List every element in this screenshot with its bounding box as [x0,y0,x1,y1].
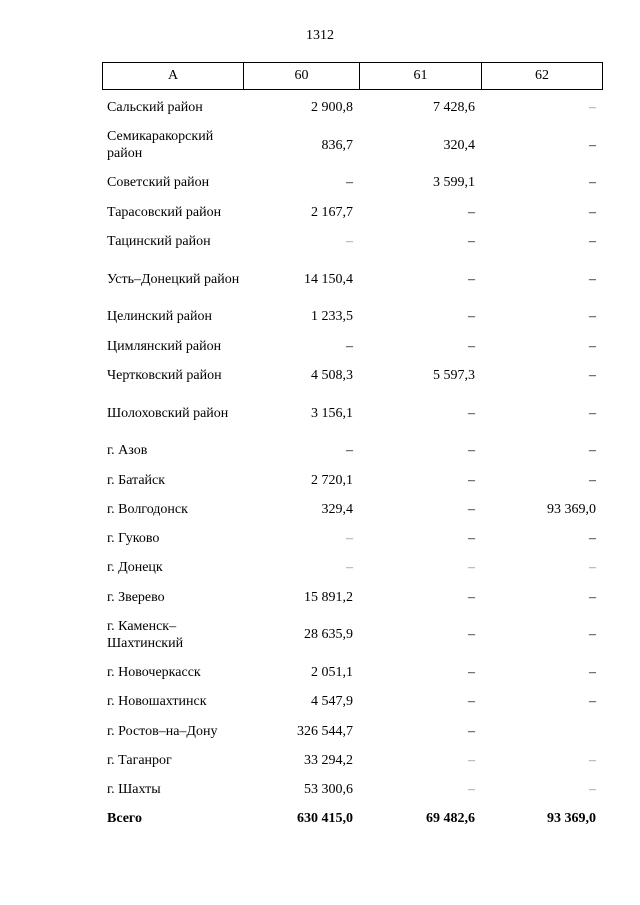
row-name: Тарасовский район [107,204,222,220]
row-value-60: 33 294,2 [304,752,353,768]
row-name: Сальский район [107,100,203,116]
data-table-body [102,93,602,834]
row-value-62: – [589,405,596,421]
row-value-60: 329,4 [321,501,353,517]
row-value-61: – [468,234,475,250]
row-value-62: – [589,531,596,547]
row-name: г. Ростов–на–Дону [107,723,218,739]
table-row [102,93,602,122]
row-value-60: 2 051,1 [311,665,353,680]
row-name: Шолоховский район [107,405,229,421]
table-row [102,168,602,197]
table-row [102,524,602,553]
row-value-60: – [346,234,353,250]
row-value-60: 53 300,6 [304,782,353,798]
row-value-61: – [468,782,475,798]
row-value-61: – [468,694,475,710]
row-value-62: – [589,627,596,643]
row-name: г. Батайск [107,472,166,488]
row-value-61: – [468,405,475,421]
table-row [102,390,602,436]
row-name: г. Новошахтинск [107,694,207,710]
table-row [102,465,602,494]
row-value-62: – [589,137,596,153]
row-value-61: 7 428,6 [433,100,475,116]
row-value-62: – [589,752,596,768]
row-value-60: 28 635,9 [304,627,353,643]
row-value-61: – [468,752,475,768]
row-value-60: 3 156,1 [311,405,353,421]
row-name: Советский район [107,175,210,191]
total-value-61: 69 482,6 [426,811,475,827]
table-row [102,331,602,360]
row-value-60: – [346,443,353,459]
header-row [103,63,603,90]
row-name: г. Азов [107,443,148,459]
table-row [102,658,602,687]
row-value-61: – [468,204,475,220]
table-row [102,775,602,804]
row-value-62: – [589,472,596,488]
row-value-61: – [468,627,475,643]
row-value-61: – [468,723,475,739]
total-label: Всего [107,811,142,827]
row-value-61: – [468,338,475,354]
table-row [102,302,602,331]
table-header [102,62,603,90]
page-number: 1312 [306,28,334,43]
table-row [102,227,602,256]
row-value-61: – [468,472,475,488]
data-table [102,93,602,834]
row-name: г. Волгодонск [107,501,188,517]
row-value-60: 4 508,3 [311,367,353,383]
row-value-62: – [589,782,596,798]
row-name: Тацинский район [107,234,211,250]
table-row [102,716,602,745]
total-row [102,804,602,833]
row-name: г. Таганрог [107,752,172,768]
table-row [102,361,602,390]
row-name: г. Каменск–Шахтинский [107,618,184,651]
row-value-61: 3 599,1 [433,175,475,191]
row-value-60: 2 720,1 [311,472,353,488]
row-value-62: – [589,589,596,605]
table-row [102,122,602,168]
header-col-a: А [103,63,244,90]
row-name: Семикаракорский район [107,129,214,162]
header-col-62: 62 [482,63,603,90]
row-value-61: – [468,531,475,547]
row-value-62 [481,716,602,745]
row-value-60: 14 150,4 [304,271,353,287]
total-value-62: 93 369,0 [547,811,596,827]
row-value-61: – [468,665,475,680]
row-value-62: – [589,271,596,287]
row-value-60: 2 900,8 [311,100,353,116]
row-value-62: – [589,338,596,354]
row-name: г. Новочеркасск [107,665,201,680]
row-value-61: – [468,443,475,459]
row-value-60: 1 233,5 [311,309,353,325]
row-value-61: – [468,309,475,325]
row-value-62: – [589,665,596,680]
row-value-62: – [589,694,596,710]
row-value-61: – [468,589,475,605]
row-value-62: – [589,175,596,191]
row-value-60: 326 544,7 [297,723,353,739]
row-value-62: – [589,560,596,576]
row-value-60: – [346,531,353,547]
table-row [102,746,602,775]
row-name: г. Донецк [107,560,163,576]
table-row [102,583,602,612]
row-name: Целинский район [107,309,212,325]
row-value-62: – [589,443,596,459]
table-row [102,553,602,582]
row-value-61: 5 597,3 [433,367,475,383]
row-value-62: – [589,100,596,116]
header-col-60: 60 [244,63,360,90]
row-name: Цимлянский район [107,338,222,354]
table-row [102,256,602,302]
row-value-60: 15 891,2 [304,589,353,605]
row-value-62: – [589,204,596,220]
row-value-61: – [468,560,475,576]
table-row [102,612,602,658]
row-value-60: 836,7 [321,137,353,153]
row-value-60: 4 547,9 [311,694,353,710]
row-value-62: – [589,234,596,250]
row-value-61: 320,4 [443,137,475,153]
total-value-60: 630 415,0 [297,811,353,827]
table-row [102,495,602,524]
row-value-62: 93 369,0 [547,501,596,517]
table-row [102,687,602,716]
table-row [102,198,602,227]
row-name: Чертковский район [107,367,222,383]
row-value-60: 2 167,7 [311,204,353,220]
row-value-61: – [468,271,475,287]
row-value-60: – [346,338,353,354]
table-row [102,436,602,465]
header-col-61: 61 [360,63,482,90]
row-name: Усть–Донецкий район [107,271,240,287]
row-value-60: – [346,175,353,191]
row-value-62: – [589,367,596,383]
row-value-62: – [589,309,596,325]
row-name: г. Шахты [107,782,161,798]
row-value-61: – [468,501,475,517]
row-name: г. Зверево [107,589,165,605]
row-name: г. Гуково [107,531,160,547]
row-value-60: – [346,560,353,576]
